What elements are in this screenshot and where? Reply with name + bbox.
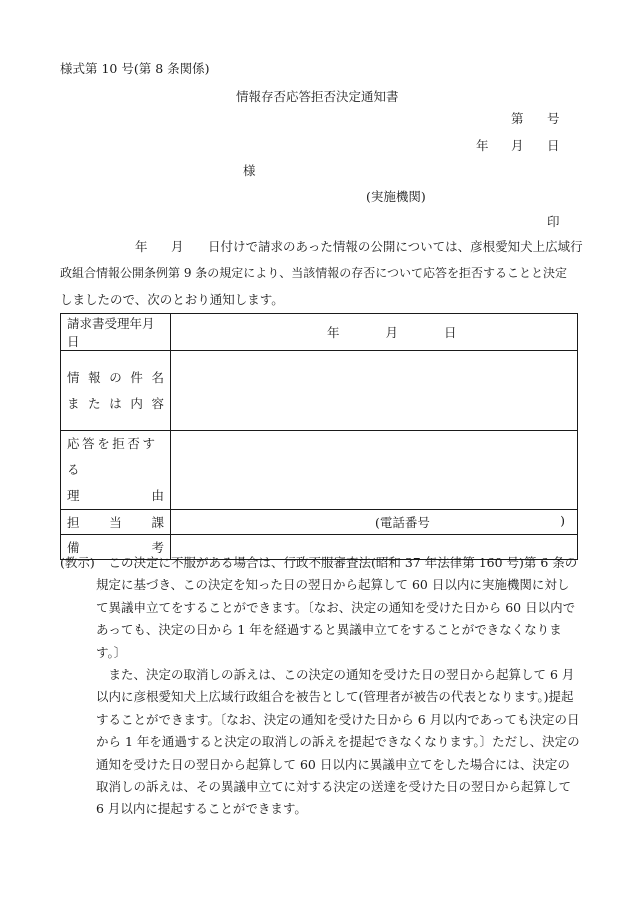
seal-mark: 印 <box>547 214 560 229</box>
document-title: 情報存否応答拒否決定通知書 <box>236 89 399 104</box>
label-char: は <box>109 395 122 411</box>
reason-value <box>171 431 578 510</box>
receipt-date-value <box>171 314 578 351</box>
notice-tag: (教示) <box>60 555 95 570</box>
phone-close: ) <box>560 513 565 528</box>
subject-label-line-1 <box>67 365 164 391</box>
label-char: 容 <box>151 395 164 411</box>
intro-month: 月 <box>171 239 184 254</box>
label-char: 由 <box>151 488 164 503</box>
date-year: 年 <box>476 138 489 153</box>
notice-paragraph-1: この決定に不服がある場合は、行政不服審査法(昭和 37 年法律第 160 号)第 6 条の規定に基づき、この決定を知った日の翌日から起算して 60 日以内に実施機関に対して異議申立てをすることができます。〔なお、決定の通知を受けた日から 60 日以内であっても、決定の日から 1 年を経過すると異議申立てをすることができなくなります。〕 <box>96 555 578 660</box>
table-row <box>61 314 578 351</box>
reason-label-line-1 <box>67 431 164 483</box>
receipt-day: 日 <box>444 325 457 340</box>
label-char: た <box>88 395 101 411</box>
number-go: 号 <box>547 111 560 126</box>
label-char: 当 <box>109 515 122 530</box>
subject-label <box>61 351 171 431</box>
label-char: 理 <box>67 488 80 503</box>
request-info-table <box>60 313 578 560</box>
label-char: 内 <box>130 395 143 411</box>
table-row <box>61 431 578 510</box>
table-row <box>61 510 578 535</box>
notice-paragraph-2: また、決定の取消しの訴えは、この決定の通知を受けた日の翌日から起算して 6 月以内に彦根愛知犬上広域行政組合を被告として(管理者が被告の代表となります。)提起することができます。〔なお、決定の通知を受けた日から 6 月以内であっても決定の日から 1 年を通過すると決定の取消しの訴えを提起できなくなります。〕ただし、決定の通知を受けた日の翌日から起算して 60 日以内に異議申立てをした場合には、決定の取消しの訴えは、その異議申立てに対する決定の送達を受けた日の翌日から起算して 6 月以内に提起することができます。 <box>96 667 580 817</box>
receipt-year: 年 <box>327 325 340 340</box>
label-char: の <box>109 369 122 385</box>
agency-label: (実施機関) <box>366 189 426 204</box>
recipient-suffix: 様 <box>243 163 256 178</box>
label-char: 報 <box>88 369 101 385</box>
label-char: 備 <box>67 540 80 555</box>
receipt-date-label: 請求書受理年月日 <box>61 314 171 351</box>
form-number: 様式第 10 号(第 8 条関係) <box>60 61 210 76</box>
label-char: 課 <box>151 515 164 530</box>
intro-line-3: しましたので、次のとおり通知します。 <box>60 292 284 307</box>
reason-label-line-2 <box>67 483 164 509</box>
department-value <box>171 510 578 535</box>
number-dai: 第 <box>511 111 524 126</box>
label-char: 情 <box>67 369 80 385</box>
date-month: 月 <box>511 138 524 153</box>
appeal-notice <box>60 552 580 821</box>
label-char: 件 <box>130 369 143 385</box>
phone-label: (電話番号 <box>375 515 430 530</box>
subject-label-line-2 <box>67 391 164 417</box>
label-char: 担 <box>67 515 80 530</box>
subject-value <box>171 351 578 431</box>
reason-label <box>61 431 171 510</box>
label-text: 応答を拒否する <box>67 436 158 477</box>
intro-year: 年 <box>135 239 148 254</box>
label-char: 考 <box>151 540 164 555</box>
date-day: 日 <box>547 138 560 153</box>
table-row <box>61 351 578 431</box>
receipt-month: 月 <box>385 325 399 340</box>
intro-line-1: 日付けで請求のあった情報の公開については、彦根愛知犬上広域行 <box>208 239 583 254</box>
label-char: 名 <box>151 369 164 385</box>
department-label <box>61 510 171 535</box>
intro-line-2: 政組合情報公開条例第 9 条の規定により、当該情報の存否について応答を拒否することと決定 <box>60 266 568 280</box>
label-char: ま <box>67 395 80 411</box>
